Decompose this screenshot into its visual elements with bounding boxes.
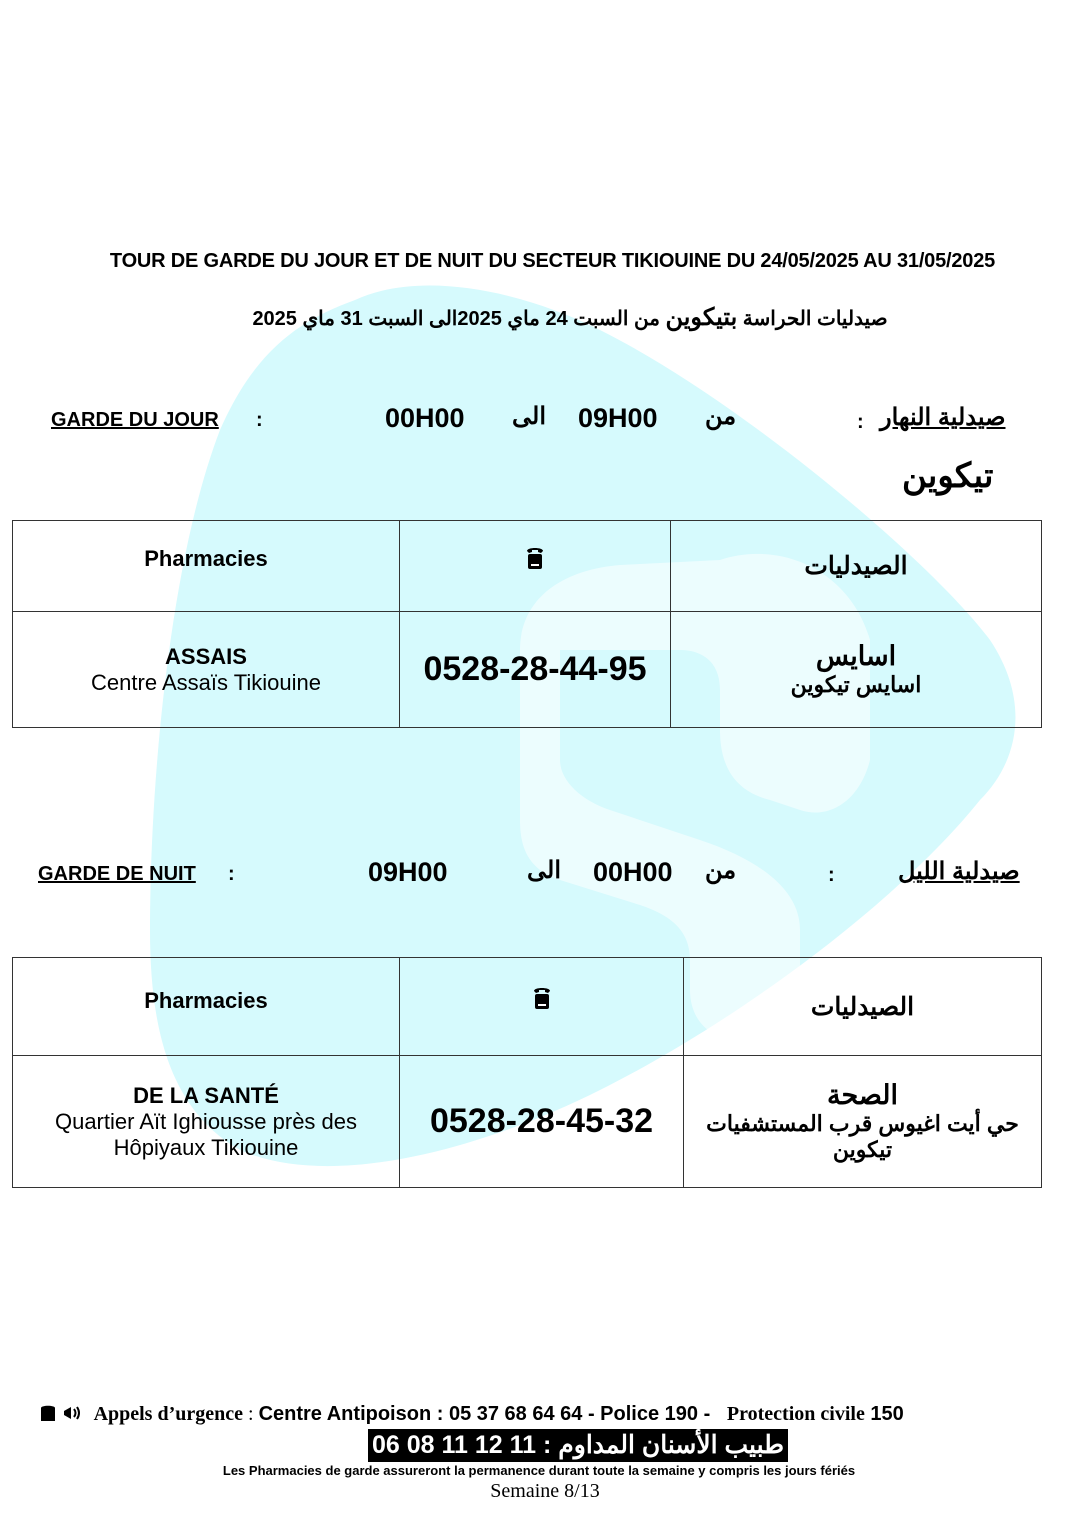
emergency-colon: :	[243, 1403, 259, 1425]
night-pharmacy-table	[12, 957, 1042, 1188]
emergency-numbers: Centre Antipoison : 05 37 68 64 64 - Police 190 -	[258, 1403, 711, 1425]
pharmacy-name-fr: ASSAIS	[165, 643, 247, 669]
day-label-ar: صيدلية النهار	[880, 404, 1006, 431]
protection-civile-label: Protection civile	[726, 1403, 865, 1425]
telephone-icon	[531, 985, 553, 1011]
pharmacy-phone: 0528-28-45-32	[429, 1102, 654, 1140]
pharmacy-address-ar-line2: تيكوين	[832, 1137, 893, 1162]
night-colon-fr: :	[228, 863, 235, 885]
subtitle-part2: من السبت 24 ماي 2025الى السبت 31 ماي 2025	[252, 308, 666, 330]
telephone-icon	[40, 1404, 56, 1422]
header-pharmacies-fr: Pharmacies	[144, 987, 268, 1013]
protection-civile-number: 150	[864, 1403, 904, 1425]
table-header-row	[13, 958, 1042, 1056]
night-time-to: 09H00	[368, 857, 448, 887]
subtitle-city: بتيكوين	[665, 304, 738, 331]
day-word-from: من	[705, 403, 737, 430]
subtitle-part1: صيدليات الحراسة	[737, 308, 888, 330]
night-label-fr: GARDE DE NUIT	[38, 863, 196, 885]
night-label-ar: صيدلية الليل	[898, 858, 1020, 885]
telephone-icon	[524, 545, 546, 571]
night-word-from: من	[705, 857, 737, 884]
week-number: Semaine 8/13	[490, 1480, 600, 1502]
document-title: TOUR DE GARDE DU JOUR ET DE NUIT DU SECTEUR TIKIOUINE DU 24/05/2025 AU 31/05/2025	[109, 250, 996, 272]
pharmacy-name-ar: الصحة	[826, 1080, 899, 1110]
header-pharmacies-ar: الصيدليات	[804, 552, 908, 580]
day-pharmacy-table	[12, 520, 1042, 728]
document-subtitle-ar	[230, 303, 910, 332]
day-time-from: 09H00	[578, 403, 658, 433]
day-colon-ar: :	[857, 411, 864, 433]
megaphone-icon	[62, 1404, 82, 1422]
day-label-fr: GARDE DU JOUR	[51, 409, 219, 431]
night-word-to: الى	[527, 857, 561, 884]
pharmacy-address-fr-line1: Quartier Aït Ighiousse près des	[54, 1108, 358, 1134]
pharmacy-name-fr: DE LA SANTÉ	[133, 1082, 279, 1108]
pharmacy-address-ar: اسايس تيكوين	[790, 672, 922, 697]
day-word-to: الى	[512, 403, 546, 430]
table-row	[13, 612, 1042, 728]
night-colon-ar: :	[828, 864, 835, 886]
table-header-row	[13, 521, 1042, 612]
pharmacy-address-fr: Centre Assaïs Tikiouine	[91, 669, 321, 695]
emergency-label: Appels d’urgence	[93, 1403, 244, 1425]
pharmacy-name-ar: اسايس	[815, 641, 897, 671]
day-time-to: 00H00	[385, 403, 465, 433]
pharmacy-phone: 0528-28-44-95	[423, 650, 647, 688]
emergency-calls-line	[40, 1403, 904, 1426]
header-pharmacies-ar: الصيدليات	[810, 992, 915, 1021]
pharmacy-address-ar-line1: حي أيت اغيوس قرب المستشفيات	[706, 1111, 1019, 1136]
day-colon-fr: :	[256, 409, 263, 431]
header-pharmacies-fr: Pharmacies	[144, 546, 268, 571]
footer-note: Les Pharmacies de garde assureront la permanence durant toute la semaine y compris les jours fériés	[222, 1463, 856, 1478]
dentist-on-duty-banner: طبيب الأسنان المداوم : 11 12 11 08 06	[368, 1429, 788, 1462]
night-time-from: 00H00	[593, 857, 673, 887]
pharmacy-address-fr-line2: Hôpiyaux Tikiouine	[113, 1134, 299, 1160]
day-city-ar: تيكوين	[902, 457, 994, 495]
table-row	[13, 1056, 1042, 1188]
